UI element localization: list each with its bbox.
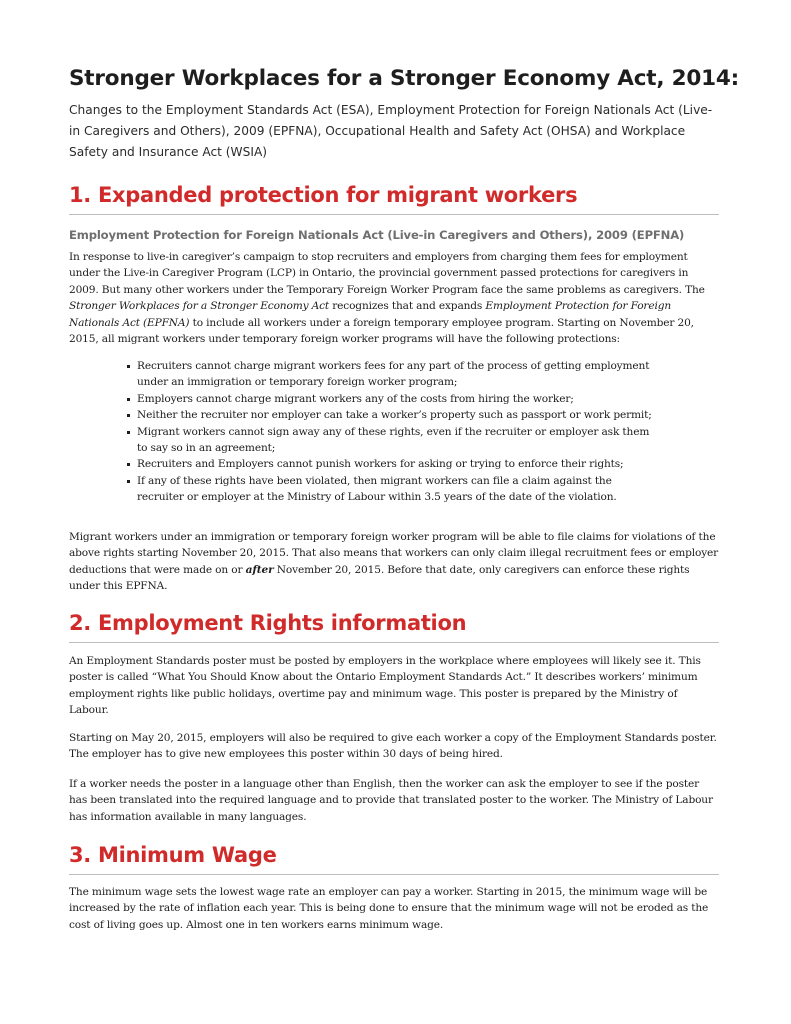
list-item: Migrant workers cannot sign away any of these rights, even if the recruiter or employer ask them to say so in an agreement; bbox=[127, 424, 657, 457]
section-2-paragraph: Starting on May 20, 2015, employers will also be required to give each worker a copy of the Employment Standards poster. The employer has to give new employees this poster within 30 days of being hired. bbox=[69, 732, 717, 761]
section-1-body bbox=[69, 226, 719, 244]
intro-text-3: to include all workers under a foreign temporary employee program. Starting on November 20, 2015, all migrant workers under temporary foreign worker programs will have the following protections: bbox=[69, 316, 694, 346]
section-1-intro-block bbox=[69, 249, 719, 347]
list-item: Recruiters cannot charge migrant workers fees for any part of the process of getting employment under an immigration or temporary foreign worker program; bbox=[127, 358, 657, 391]
section-1-heading: 1. Expanded protection for migrant workers bbox=[69, 183, 578, 207]
protections-list bbox=[127, 358, 657, 506]
section-2-p1-block bbox=[69, 653, 719, 719]
section-2-p2-block bbox=[69, 730, 719, 763]
intro-act-name: Stronger Workplaces for a Stronger Economy Act bbox=[69, 300, 330, 313]
protections-list-block bbox=[69, 358, 719, 506]
list-item: Employers cannot charge migrant workers any of the costs from hiring the worker; bbox=[127, 391, 657, 407]
intro-text-1: In response to live-in caregiver’s campaign to stop recruiters and employers from charging them fees for employment under the Live-in Caregiver Program (LCP) in Ontario, the provincial government passed protections for caregivers in 2009. But many other workers under the Temporary Foreign Worker Program face the same problems as caregivers. The bbox=[69, 251, 705, 296]
document-title: Stronger Workplaces for a Stronger Economy Act, 2014: bbox=[69, 66, 740, 91]
section-1-divider bbox=[69, 214, 719, 215]
section-1-subheading: Employment Protection for Foreign Nationals Act (Live-in Caregivers and Others), 2009 (EPFNA) bbox=[69, 228, 685, 242]
section-3-body bbox=[69, 884, 719, 933]
closing-text-1: Migrant workers under an immigration or temporary foreign worker program will be able to file claims for violations of the above rights starting November 20, 2015. That also means that workers can only claim illegal recruitment fees or employer deductions that were made on or bbox=[69, 531, 719, 576]
section-3-paragraph: The minimum wage sets the lowest wage rate an employer can pay a worker. Starting in 2015, the minimum wage will be increased by the rate of inflation each year. This is being done to ensure that the minimum wage will not be eroded as the cost of living goes up. Almost one in ten workers earns minimum wage. bbox=[69, 886, 709, 931]
section-1-closing bbox=[69, 529, 719, 595]
section-1 bbox=[69, 180, 719, 215]
section-3 bbox=[69, 840, 719, 875]
document-subtitle: Changes to the Employment Standards Act (ESA), Employment Protection for Foreign Nationals Act (Live-in Caregivers and Others), 2009 (EPFNA), Occupational Health and Safety Act (OHSA) and Workplace Safety and Insurance Act (WSIA) bbox=[69, 103, 713, 159]
title-block bbox=[69, 62, 740, 163]
list-item: Neither the recruiter nor employer can take a worker’s property such as passport or work permit; bbox=[127, 407, 657, 423]
section-2-p3-block bbox=[69, 776, 719, 825]
section-1-closing-block bbox=[69, 529, 719, 595]
section-3-divider bbox=[69, 874, 719, 875]
section-2-paragraph: An Employment Standards poster must be posted by employers in the workplace where employees will likely see it. This poster is called “What You Should Know about the Ontario Employment Standards Act.” It describes workers’ minimum employment rights like public holidays, overtime pay and minimum wage. This poster is prepared by the Ministry of Labour. bbox=[69, 655, 701, 717]
section-3-heading: 3. Minimum Wage bbox=[69, 843, 277, 867]
closing-emphasis: after bbox=[245, 563, 274, 576]
section-2-divider bbox=[69, 642, 719, 643]
closing-text-2: November 20, 2015. Before that date, only caregivers can enforce these rights under this EPFNA. bbox=[69, 563, 690, 593]
intro-epfna-name: Employment Protection for Foreign Nationals Act (EPFNA) bbox=[69, 300, 671, 329]
section-2-paragraph: If a worker needs the poster in a language other than English, then the worker can ask the employer to see if the poster has been translated into the required language and to provide that translated poster to the worker. The Ministry of Labour has information available in many languages. bbox=[69, 778, 713, 823]
section-2-heading: 2. Employment Rights information bbox=[69, 611, 467, 635]
section-2 bbox=[69, 608, 719, 643]
intro-text-2: recognizes that and expands bbox=[329, 300, 486, 313]
list-item: If any of these rights have been violated, then migrant workers can file a claim against the recruiter or employer at the Ministry of Labour within 3.5 years of the date of the violation. bbox=[127, 473, 657, 506]
list-item: Recruiters and Employers cannot punish workers for asking or trying to enforce their rights; bbox=[127, 456, 657, 472]
section-1-intro bbox=[69, 249, 719, 347]
